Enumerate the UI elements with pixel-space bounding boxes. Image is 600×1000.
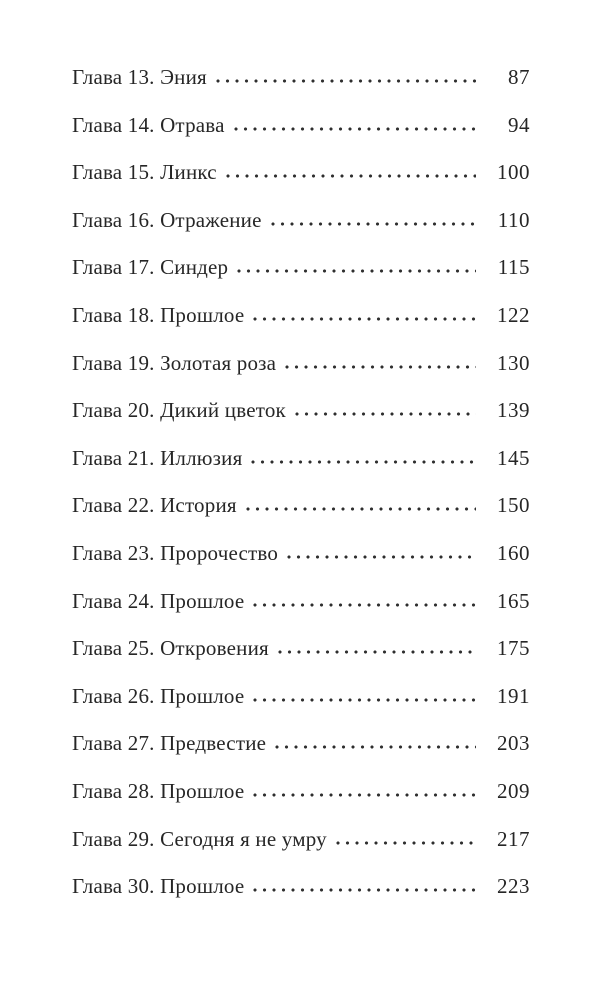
toc-entry-page: 150: [497, 493, 530, 518]
toc-entry: [72, 730, 530, 778]
dot-leader: [216, 78, 476, 84]
dot-leader: [336, 840, 476, 846]
toc-entry-title: Глава 22. История: [72, 493, 237, 518]
toc-entry: [72, 826, 530, 874]
toc-entry-page: 175: [497, 636, 530, 661]
toc-entry-page: 87: [508, 65, 530, 89]
toc-entry: [72, 397, 530, 445]
dot-leader: [246, 506, 476, 512]
toc-entry: [72, 873, 530, 921]
toc-entry-title: Глава 23. Пророчество: [72, 540, 279, 565]
toc-entry-title: Глава 27. Предвестие: [72, 731, 267, 756]
toc-entry: [72, 635, 530, 683]
toc-entry: [72, 492, 530, 540]
toc-entry-title: Глава 21. Иллюзия: [72, 445, 243, 470]
toc-entry-page: 139: [497, 398, 530, 423]
toc-entry-page: 110: [497, 207, 530, 232]
toc-entry: [72, 254, 530, 302]
toc-entry-title: Глава 17. Синдер: [72, 255, 229, 280]
toc-entry: [72, 540, 530, 588]
toc-entry: [72, 683, 530, 731]
toc-entry-page: 191: [497, 683, 530, 708]
toc-entry: [72, 159, 530, 207]
toc-entry-title: Глава 30. Прошлое: [72, 874, 245, 899]
toc-entry-title: Глава 19. Золотая роза: [72, 350, 277, 375]
toc-entry-title: Глава 14. Отрава: [72, 112, 225, 137]
toc-entry-title: Глава 15. Линкс: [72, 160, 217, 185]
toc-entry-page: 115: [497, 255, 530, 280]
toc-entry-title: Глава 24. Прошлое: [72, 588, 245, 613]
toc-entry-page: 203: [497, 731, 530, 756]
toc-entry: [72, 445, 530, 493]
dot-leader: [253, 792, 476, 798]
toc-entry-page: 130: [497, 350, 530, 375]
toc-entry-title: Глава 18. Прошлое: [72, 302, 245, 327]
dot-leader: [278, 649, 476, 655]
toc-entry-title: Глава 29. Сегодня я не умру: [72, 826, 327, 851]
dot-leader: [285, 364, 476, 370]
dot-leader: [234, 126, 476, 132]
toc-entry-title: Глава 28. Прошлое: [72, 778, 245, 803]
dot-leader: [271, 221, 476, 227]
dot-leader: [253, 602, 476, 608]
toc-entry-page: 223: [497, 874, 530, 899]
toc-entry-page: 145: [497, 445, 530, 470]
dot-leader: [253, 316, 476, 322]
toc-entry-page: 160: [497, 540, 530, 565]
toc-entry: [72, 350, 530, 398]
dot-leader: [226, 173, 476, 179]
toc-entry-page: 100: [497, 160, 530, 185]
dot-leader: [275, 744, 476, 750]
toc-entry-title: Глава 26. Прошлое: [72, 683, 245, 708]
toc-entry-title: Глава 16. Отражение: [72, 207, 262, 232]
toc-entry: [72, 112, 530, 160]
toc-entry-page: 122: [497, 302, 530, 327]
toc-entry-title: Глава 20. Дикий цветок: [72, 398, 286, 423]
toc-entry: [72, 207, 530, 255]
dot-leader: [287, 554, 476, 560]
dot-leader: [251, 459, 476, 465]
dot-leader: [253, 887, 476, 893]
toc-entry-page: 94: [508, 112, 530, 137]
toc-entry: [72, 588, 530, 636]
toc-entry-page: 209: [497, 778, 530, 803]
toc-entry-page: 217: [497, 826, 530, 851]
dot-leader: [237, 268, 476, 274]
toc-entry: [72, 64, 530, 112]
toc-entry: [72, 302, 530, 350]
toc-entry: [72, 778, 530, 826]
toc-entry-title: Глава 25. Откровения: [72, 636, 269, 661]
toc-entry-page: 165: [497, 588, 530, 613]
dot-leader: [295, 411, 476, 417]
dot-leader: [253, 697, 476, 703]
toc-entry-title: Глава 13. Эния: [72, 65, 207, 89]
